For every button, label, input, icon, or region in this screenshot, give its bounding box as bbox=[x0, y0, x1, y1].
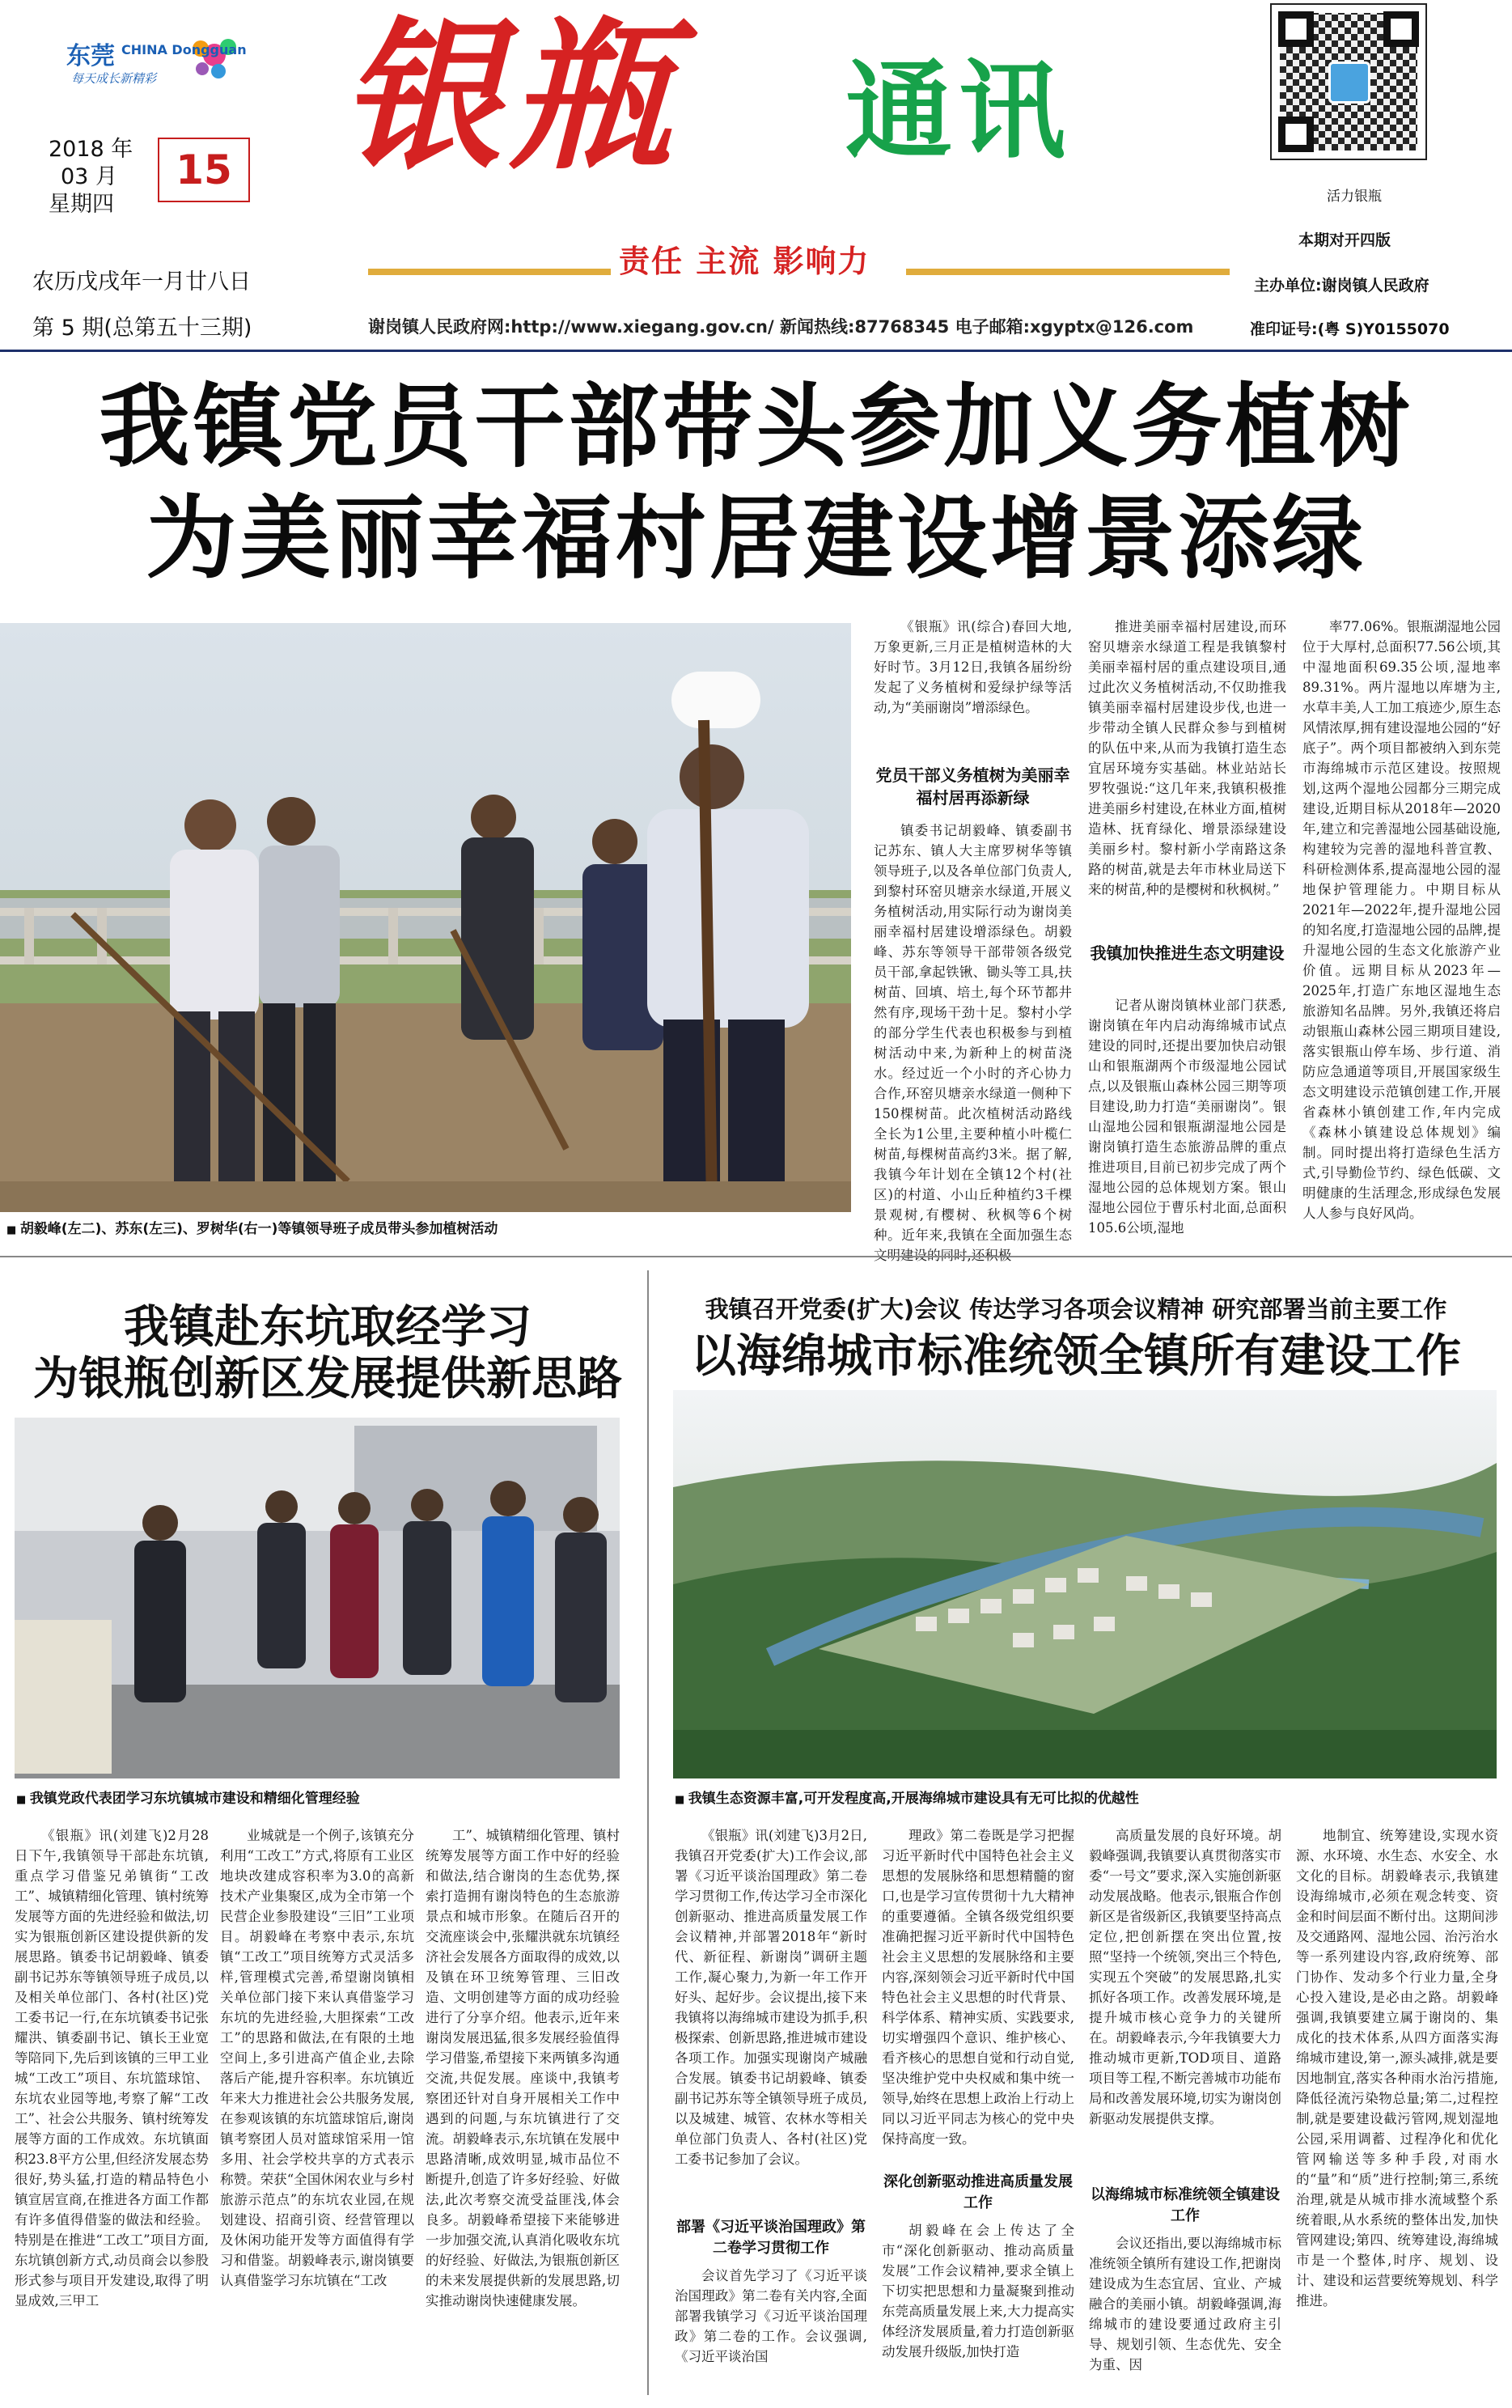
logo-city-english: CHINA Dongguan bbox=[121, 42, 247, 57]
lead-headline-line1: 我镇党员干部带头参加义务植树 bbox=[99, 375, 1413, 480]
slogan-bar-right bbox=[906, 269, 1230, 275]
logo-slogan: 每天成长新精彩 bbox=[71, 71, 157, 86]
sponsor: 主办单位:谢岗镇人民政府 bbox=[1254, 277, 1429, 295]
contact-info: 谢岗镇人民政府网:http://www.xiegang.gov.cn/ 新闻热线:87768345 电子邮箱:xgyptx@126.com bbox=[368, 317, 1194, 337]
sponge-col1-b: 会议首先学习了《习近平谈治国理政》第二卷有关内容,全面部署我镇学习《习近平谈治国理政》第二卷的工作。会议强调,《习近平谈治国 bbox=[675, 2268, 867, 2364]
sponge-col3-a: 高质量发展的良好环境。胡毅峰强调,我镇要认真贯彻落实市委“一号文”要求,深入实施创新驱动发展战略。他表示,银瓶合作创新区是省级新区,我镇要坚持高点定位,把创新摆在突出位置,按照“坚持一个统领,突出三个特色,实现五个突破”的发展思路,扎实抓好各项工作。改善发展环境,是提升城市核心竞争力的关键所在。胡毅峰表示,今年我镇要大力推动城市更新,TOD项目、道路项目等工程,不断完善城市功能布局和改善发展环境,切实为谢岗创新驱动发展提供支撑。 bbox=[1089, 1828, 1281, 2126]
newspaper-title-green: 通讯 bbox=[845, 49, 1072, 174]
sponge-col2-b: 胡毅峰在会上传达了全市“深化创新驱动、推动高质量发展”工作会议精神,要求全镇上下切实把思想和力量凝聚到推动东莞高质量发展上来,大力提高实体经济发展质量,着力打造创新驱动发展升级版,加快打造 bbox=[882, 2223, 1074, 2359]
lead-col1-subhead: 党员干部义务植树为美丽幸福村居再添新绿 bbox=[875, 765, 1070, 808]
sponge-col3-subhead: 以海绵城市标准统领全镇建设工作 bbox=[1091, 2186, 1280, 2224]
permit-number: 准印证号:(粤 S)Y0155070 bbox=[1250, 320, 1450, 338]
study-photo bbox=[15, 1418, 620, 1778]
qr-label: 活力银瓶 bbox=[1327, 189, 1382, 205]
sponge-col2-a: 理政》第二卷既是学习把握习近平新时代中国特色社会主义思想的发展脉络和思想精髓的窗口,也是学习宣传贯彻十九大精神的重要遵循。全镇各级党组织要准确把握习近平新时代中国特色社会主义思想的发展脉络和主要内容,深刻领会习近平新时代中国特色社会主义思想的时代背景、科学体系、精神实质、实践要求,切实增强四个意识、维护核心、看齐核心的思想自觉和行动自觉,坚决维护党中央权威和集中统一领导,始终在思想上政治上行动上同以习近平同志为核心的党中央保持高度一致。 bbox=[882, 1828, 1074, 2147]
sponge-col1-a: 《银瓶》讯(刘建飞)3月2日,我镇召开党委(扩大)工作会议,部署《习近平谈治国理政》第二卷学习贯彻工作,传达学习全市深化创新驱动、推进高质量发展工作会议精神,并部署2018年“新时代、新征程、新谢岗”调研主题工作,凝心聚力,为新一年工作开好头、起好步。会议提出,接下来我镇将以海绵城市建设为抓手,积极探索、创新思路,推进城市建设各项工作。加强实现谢岗产城融合发展。镇委书记胡毅峰、镇委副书记苏东等全镇领导班子成员,以及城建、城管、农林水等相关单位部门负责人、各村(社区)党工委书记参加了会议。 bbox=[675, 1828, 867, 2167]
sponge-aerial-rendering bbox=[673, 1390, 1497, 1778]
lead-col1-a: 《银瓶》讯(综合)春回大地,万象更新,三月正是植树造林的大好时节。3月12日,我镇各届纷纷发起了义务植树和爱绿护绿等活动,为“美丽谢岗”增添绿色。 bbox=[874, 619, 1072, 715]
lead-col3: 率77.06%。银瓶湖湿地公园位于大厚村,总面积77.56公顷,其中湿地面积69.35公顷,湿地率89.31%。两片湿地以库塘为主,水草丰美,人工加工痕迹少,原生态风情浓厚,拥有建设湿地公园的“好底子”。两个项目都被纳入到东莞市海绵城市示范区建设。按照规划,这两个湿地公园都分三期完成建设,近期目标从2018年—2020年,建立和完善湿地公园基础设施,构建较为完善的湿地科普宣教、科研检测体系,提高湿地公园的湿地保护管理能力。中期目标从2021年—2022年,提升湿地公园的知名度,打造湿地公园的品牌,提升湿地公园的生态文化旅游产业价值。远期目标从2023年—2025年,打造广东地区湿地生态旅游知名品牌。另外,我镇还将启动银瓶山森林公园三期项目建设,落实银瓶山停车场、步行道、消防应急通道等项目,开展国家级生态文明建设示范镇创建工作,开展省森林小镇创建工作,年内完成《森林小镇建设总体规划》编制。同时提出将打造绿色生活方式,引导勤俭节约、绿色低碳、文明健康的生活理念,形成绿色发展人人参与良好风尚。 bbox=[1302, 619, 1501, 1221]
date-month: 03 月 bbox=[61, 164, 117, 189]
date-weekday: 星期四 bbox=[49, 192, 114, 217]
sponge-col1-subhead: 部署《习近平谈治国理政》第二卷学习贯彻工作 bbox=[676, 2219, 866, 2257]
slogan-bar-left bbox=[368, 269, 611, 275]
date-day: 15 bbox=[158, 138, 250, 202]
study-col1: 《银瓶》讯(刘建飞)2月28日下午,我镇领导干部赴东坑镇,重点学习借鉴兄弟镇街“工改工”、城镇精细化管理、镇村统筹发展等方面的先进经验和做法,切实为银瓶创新区建设提供新的发展思路。镇委书记胡毅峰、镇委副书记苏东等镇领导班子成员,以及相关单位部门、各村(社区)党工委书记一行,在东坑镇委书记张耀洪、镇委副书记、镇长王业宽等陪同下,先后到该镇的三甲工业城“工改工”项目、东坑篮球馆、东坑农业园等地,考察了解“工改工”、社会公共服务、镇村统筹发展等方面的工作成效。东坑镇面积23.8平方公里,但经济发展态势很好,势头猛,打造的精品特色小镇宣居宣商,在推进各方面工作都有许多值得借鉴的做法和经验。特别是在推进“工改工”项目方面,东坑镇创新方式,动员商会以参股形式参与项目开发建设,取得了明显成效,三甲工 bbox=[15, 1828, 209, 2308]
qr-logo-icon bbox=[1328, 61, 1370, 104]
study-photo-caption: ■ 我镇党政代表团学习东坑镇城市建设和精细化管理经验 bbox=[16, 1787, 360, 1807]
column-divider bbox=[647, 1270, 649, 2395]
study-headline-line1: 我镇赴东坑取经学习 bbox=[124, 1301, 532, 1354]
qr-code[interactable] bbox=[1270, 3, 1427, 160]
pages-note: 本期对开四版 bbox=[1298, 231, 1391, 249]
lead-photo-caption: ■ 胡毅峰(左二)、苏东(左三)、罗树华(右一)等镇领导班子成员带头参加植树活动 bbox=[6, 1217, 498, 1237]
study-col2: 业城就是一个例子,该镇充分利用“工改工”方式,将原有工业区地块改建成容积率为3.0的高新技术产业集聚区,成为全市第一个民营企业参股建设“三旧”工业项目。胡毅峰在考察中表示,东坑镇“工改工”项目统筹方式灵活多样,管理模式完善,希望谢岗镇相关单位部门接下来认真借鉴学习东坑的先进经验,大胆探索“工改工”的思路和做法,在有限的土地空间上,多引进高产值企业,去除落后产能,提升容积率。东坑镇近年来大力推进社会公共服务发展,在参观该镇的东坑篮球馆后,谢岗镇考察团人员对篮球馆采用一馆多用、社会学校共享的方式表示称赞。荣获“全国休闲农业与乡村旅游示范点”的东坑农业园,在规划建设、招商引资、经营管理以及休闲功能开发等方面值得有学习和借鉴。胡毅峰表示,谢岗镇要认真借鉴学习东坑镇在“工改 bbox=[220, 1828, 414, 2288]
lead-col1-b: 镇委书记胡毅峰、镇委副书记苏东、镇人大主席罗树华等镇领导班子,以及各单位部门负责人,到黎村环窑贝塘亲水绿道,开展义务植树活动,用实际行动为谢岗美丽幸福村居建设增添绿色。胡毅峰、苏东等领导干部带领各级党员干部,拿起铁锹、锄头等工具,扶树苗、回填、培土,每个环节都井然有序,现场干劲十足。黎村小学的部分学生代表也积极参与到植树活动中来,为新种上的树苗浇水。经过近一个小时的齐心协力合作,环窑贝塘亲水绿道一侧种下150棵树苗。此次植树活动路线全长为1公里,主要种植小叶榄仁树苗,每棵树苗高约3米。据了解,我镇今年计划在全镇12个村(社区)的村道、小山丘种植约3千棵景观树,有樱树、秋枫等6个树种。近年来,我镇在全面加强生态 bbox=[874, 823, 1072, 1243]
sponge-col4: 地制宜、统筹建设,实现水资源、水环境、水生态、水安全、水文化的目标。胡毅峰表示,我镇建设海绵城市,必须在观念转变、资金和时间层面不断付出。这期间涉及交通路网、湿地公园、治污治水等一系列建设内容,政府统筹、部门协作、发动多个行业力量,全身心投入建设,是必由之路。胡毅峰强调,我镇要建立属于谢岗的、集成化的技术体系,从四方面落实海绵城市建设,第一,源头减排,就是要因地制宜,落实各种雨水治污措施,降低径流污染物总量;第二,过程控制,就是要建设截污管网,规划湿地公园,采用调蓄、过程净化和优化管网输送等多种手段,对雨水的“量”和“质”进行控制;第三,系统治理,就是从城市排水流域整个系统着眼,从水系统的整体出发,加快管网建设;第四、统筹建设,海绵城市是一个整体,时序、规划、设计、建设和运营要统筹规划、科学推进。 bbox=[1296, 1828, 1498, 2308]
lead-col2-b: 记者从谢岗镇林业部门获悉,谢岗镇在年内启动海绵城市试点建设的同时,还提出要加快启动银山和银瓶湖两个市级湿地公园试点,以及银瓶山森林公园三期等项目建设,助力打造“美丽谢岗”。银山湿地公园和银瓶湖湿地公园是谢岗镇打造生态旅游品牌的重点推进项目,目前已初步完成了两个湿地公园的总体规划方案。银山湿地公园位于曹乐村北面,总面积105.6公顷,湿地 bbox=[1088, 998, 1286, 1236]
lunar-date: 农历戊戌年一月廿八日 bbox=[32, 269, 251, 295]
logo-city-name: 东莞 bbox=[66, 42, 115, 70]
sponge-kicker: 我镇召开党委(扩大)会议 传达学习各项会议精神 研究部署当前主要工作 bbox=[705, 1295, 1447, 1323]
sponge-col2-subhead: 深化创新驱动推进高质量发展工作 bbox=[883, 2173, 1073, 2211]
issue-number: 第 5 期(总第五十三期) bbox=[32, 316, 252, 341]
section-divider bbox=[0, 1256, 1512, 1257]
lead-headline-line2: 为美丽幸福村居建设增景添绿 bbox=[146, 486, 1366, 591]
lead-col2-subhead: 我镇加快推进生态文明建设 bbox=[1090, 943, 1285, 963]
slogan: 责任 主流 影响力 bbox=[619, 244, 870, 279]
sponge-headline: 以海绵城市标准统领全镇所有建设工作 bbox=[691, 1330, 1461, 1383]
lead-col2-a: 推进美丽幸福村居建设,而环窑贝塘亲水绿道工程是我镇黎村美丽幸福村居的重点建设项目,通过此次义务植树活动,不仅助推我镇美丽幸福村居建设步伐,也进一步带动全镇人民群众参与到植树的队伍中来,从而为我镇打造生态宜居环境夯实基础。林业站站长罗牧强说:“这几年来,我镇积极推进美丽乡村建设,在林业方面,植树造林、抚育绿化、增景添绿建设美丽乡村。黎村新小学南路这条路的树苗,就是去年市林业局送下来的树苗,种的是樱树和秋枫树。” bbox=[1088, 619, 1286, 897]
tree-planting-photo bbox=[0, 623, 851, 1212]
masthead-rule bbox=[0, 350, 1512, 352]
sponge-photo-caption: ■ 我镇生态资源丰富,可开发程度高,开展海绵城市建设具有无可比拟的优越性 bbox=[675, 1787, 1139, 1807]
study-col3: 工”、城镇精细化管理、镇村统筹发展等方面工作中好的经验和做法,结合谢岗的生态优势,探索打造拥有谢岗特色的生态旅游景点和城市形象。在随后召开的交流座谈会中,张耀洪就东坑镇经济社会发展各方面取得的成效,以及镇在环卫统筹管理、三旧改造、文明创建等方面的成功经验进行了分享介绍。他表示,近年来谢岗发展迅猛,很多发展经验值得学习借鉴,希望接下来两镇多沟通交流,共促发展。座谈中,我镇考察团还针对自身开展相关工作中遇到的问题,与东坑镇进行了交流。胡毅峰表示,东坑镇在发展中思路清晰,成效明显,城市品位不断提升,创造了许多好经验、好做法,此次考察交流受益匪浅,体会良多。胡毅峰希望接下来能够进一步加强交流,认真消化吸收东坑的好经验、好做法,为银瓶创新区的未来发展提供新的发展思路,切实推动谢岗快速健康发展。 bbox=[426, 1828, 620, 2308]
sponge-col3-b: 会议还指出,要以海绵城市标准统领全镇所有建设工作,把谢岗建设成为生态宜居、宜业、产城融合的美丽小镇。胡毅峰强调,海绵城市的建设要通过政府主引导、规划引领、生态优先、安全为重、因 bbox=[1089, 2236, 1281, 2372]
newspaper-title-red: 银瓶 bbox=[340, 2, 680, 192]
date-year: 2018 年 bbox=[49, 137, 133, 162]
study-headline-line2: 为银瓶创新区发展提供新思路 bbox=[33, 1353, 622, 1405]
